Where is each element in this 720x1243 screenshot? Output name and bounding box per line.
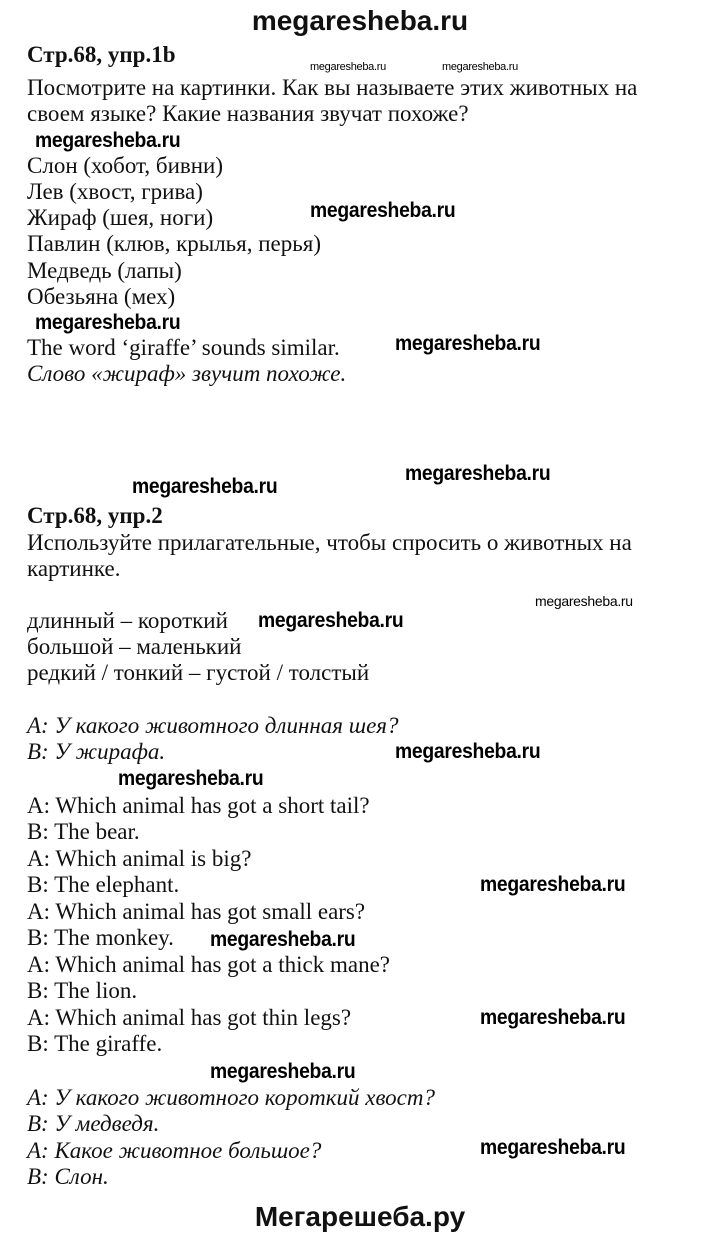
exercise-1b-task: своем языке? Какие названия звучат похоже? — [27, 101, 469, 126]
watermark: megaresheba.ru — [258, 609, 404, 632]
exercise-2-task: Используйте прилагательные, чтобы спросить о животных на — [27, 530, 632, 555]
adjective-pair: длинный – короткий — [27, 608, 228, 633]
animal-item: Павлин (клюв, крылья, перья) — [27, 231, 321, 256]
dialogue-ru-line: B: У медведя. — [27, 1111, 160, 1136]
adjective-pair: редкий / тонкий – густой / толстый — [27, 660, 370, 685]
animal-item: Обезьяна (мех) — [27, 284, 176, 309]
dialogue-line: B: The giraffe. — [27, 1031, 163, 1056]
dialogue-line: A: Which animal has got a short tail? — [27, 793, 370, 818]
watermark: megaresheba.ru — [132, 475, 278, 498]
animal-item: Слон (хобот, бивни) — [27, 153, 224, 178]
dialogue-line: B: The monkey. — [27, 925, 174, 950]
answer-en: The word ‘giraffe’ sounds similar. — [27, 335, 340, 360]
watermark: megaresheba.ru — [405, 462, 551, 485]
watermark: megaresheba.ru — [35, 311, 181, 334]
watermark: megaresheba.ru — [480, 1006, 626, 1029]
animal-item: Жираф (шея, ноги) — [27, 205, 214, 230]
example-line: A: У какого животного длинная шея? — [27, 713, 399, 738]
watermark: megaresheba.ru — [480, 873, 626, 896]
example-line: B: У жирафа. — [27, 739, 166, 764]
watermark: megaresheba.ru — [310, 61, 386, 73]
dialogue-line: B: The elephant. — [27, 872, 180, 897]
site-header[interactable]: megaresheba.ru — [251, 5, 469, 36]
dialogue-ru-line: B: Слон. — [27, 1164, 109, 1189]
dialogue-line: A: Which animal has got thin legs? — [27, 1005, 352, 1030]
adjective-pair: большой – маленький — [27, 634, 242, 659]
exercise-2-task: картинке. — [27, 556, 121, 581]
answer-ru: Слово «жираф» звучит похоже. — [27, 361, 347, 386]
dialogue-line: A: Which animal has got a thick mane? — [27, 952, 390, 977]
exercise-1b-task: Посмотрите на картинки. Как вы называете этих животных на — [27, 75, 638, 100]
dialogue-line: A: Which animal is big? — [27, 846, 252, 871]
animal-item: Лев (хвост, грива) — [27, 179, 203, 204]
exercise-1b-title: Стр.68, упр.1b — [27, 42, 176, 67]
watermark: megaresheba.ru — [210, 928, 356, 951]
site-footer[interactable]: Мегарешеба.ру — [254, 1201, 466, 1232]
watermark: megaresheba.ru — [210, 1060, 356, 1083]
watermark: megaresheba.ru — [480, 1136, 626, 1159]
exercise-2-title: Стр.68, упр.2 — [27, 503, 163, 528]
watermark: megaresheba.ru — [395, 332, 541, 355]
dialogue-ru-line: A: Какое животное большое? — [27, 1138, 322, 1163]
dialogue-line: B: The lion. — [27, 978, 138, 1003]
animal-item: Медведь (лапы) — [27, 258, 182, 283]
watermark: megaresheba.ru — [442, 61, 518, 73]
watermark: megaresheba.ru — [395, 740, 541, 763]
dialogue-line: B: The bear. — [27, 819, 140, 844]
watermark: megaresheba.ru — [535, 593, 633, 609]
dialogue-line: A: Which animal has got small ears? — [27, 899, 366, 924]
watermark: megaresheba.ru — [35, 129, 181, 152]
watermark: megaresheba.ru — [118, 767, 264, 790]
watermark: megaresheba.ru — [310, 199, 456, 222]
dialogue-ru-line: A: У какого животного короткий хвост? — [27, 1085, 436, 1110]
